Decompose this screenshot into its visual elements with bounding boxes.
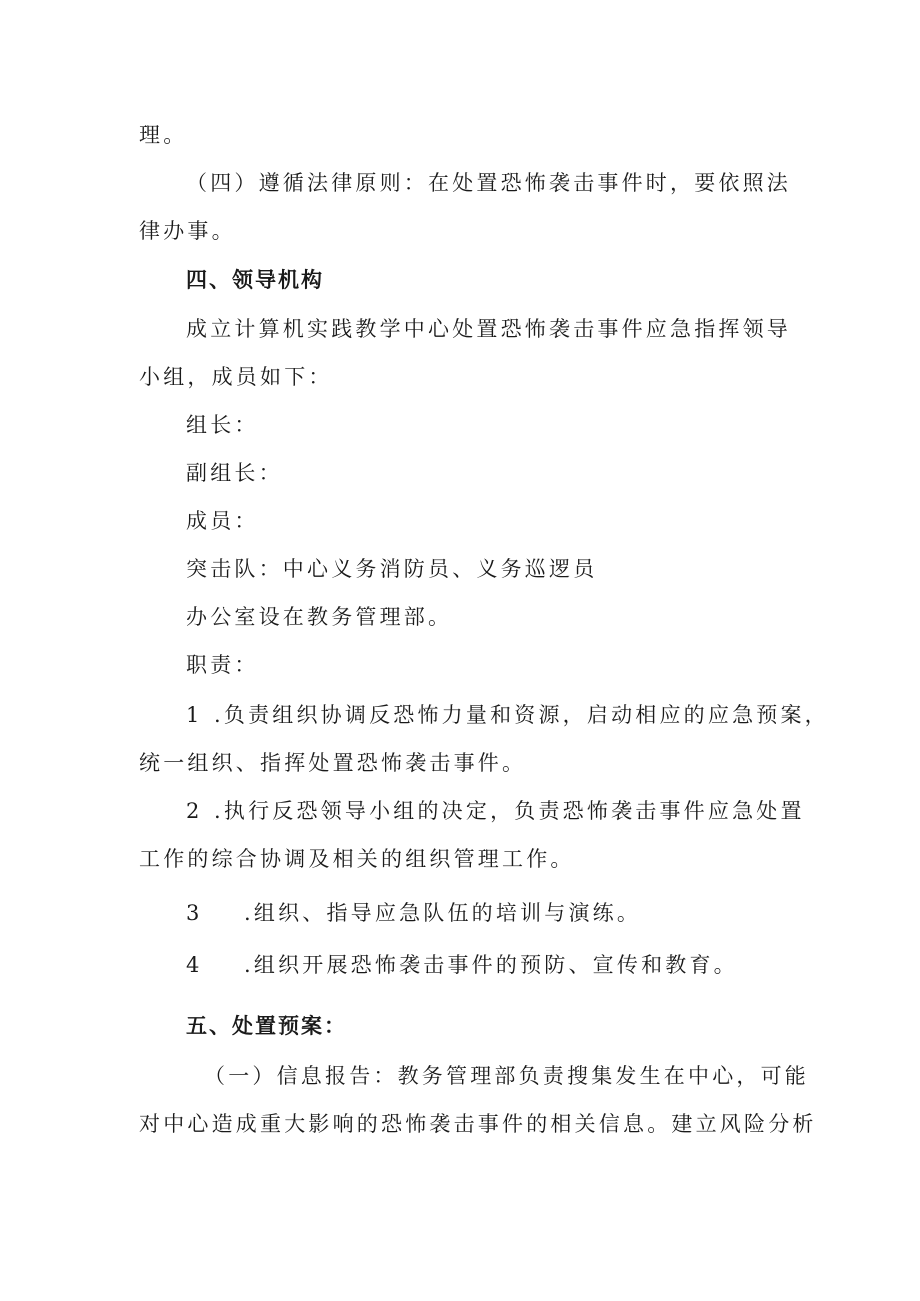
list-item bbox=[186, 701, 829, 729]
list-number: 1 bbox=[186, 703, 200, 727]
paragraph-line: 律办事。 bbox=[139, 219, 236, 243]
list-number: 2 bbox=[186, 799, 200, 823]
list-item-text: .负责组织协调反恐怖力量和资源，启动相应的应急预案， bbox=[214, 703, 829, 727]
section-heading: 四、领导机构 bbox=[186, 268, 324, 292]
paragraph-line: 职责： bbox=[186, 653, 259, 677]
list-number: 3 bbox=[186, 901, 200, 925]
list-item-text: .执行反恐领导小组的决定，负责恐怖袭击事件应急处置 bbox=[214, 799, 805, 823]
paragraph-line: 成员： bbox=[186, 509, 259, 533]
paragraph-line: 办公室设在教务管理部。 bbox=[186, 605, 453, 629]
paragraph-line: 小组，成员如下： bbox=[139, 365, 333, 389]
list-item bbox=[186, 951, 738, 979]
list-item-text: .组织开展恐怖袭击事件的预防、宣传和教育。 bbox=[244, 953, 738, 977]
paragraph-line: 对中心造成重大影响的恐怖袭击事件的相关信息。建立风险分析 bbox=[139, 1112, 817, 1136]
paragraph-line: 成立计算机实践教学中心处置恐怖袭击事件应急指挥领导 bbox=[186, 317, 791, 341]
paragraph-line: 突击队：中心义务消防员、义务巡逻员 bbox=[186, 557, 598, 581]
paragraph-line: 副组长： bbox=[186, 461, 283, 485]
list-item bbox=[186, 899, 641, 927]
list-item-text: .组织、指导应急队伍的培训与演练。 bbox=[244, 901, 642, 925]
section-heading: 五、处置预案： bbox=[186, 1014, 347, 1038]
list-item bbox=[186, 797, 805, 825]
paragraph-line: 工作的综合协调及相关的组织管理工作。 bbox=[139, 847, 575, 871]
paragraph-line: （四）遵循法律原则：在处置恐怖袭击事件时，要依照法 bbox=[186, 171, 791, 195]
paragraph-line: （一）信息报告：教务管理部负责搜集发生在中心，可能 bbox=[204, 1064, 809, 1088]
paragraph-line: 理。 bbox=[139, 123, 188, 147]
paragraph-line: 统一组织、指挥处置恐怖袭击事件。 bbox=[139, 751, 527, 775]
list-number: 4 bbox=[186, 953, 200, 977]
paragraph-line: 组长： bbox=[186, 413, 259, 437]
